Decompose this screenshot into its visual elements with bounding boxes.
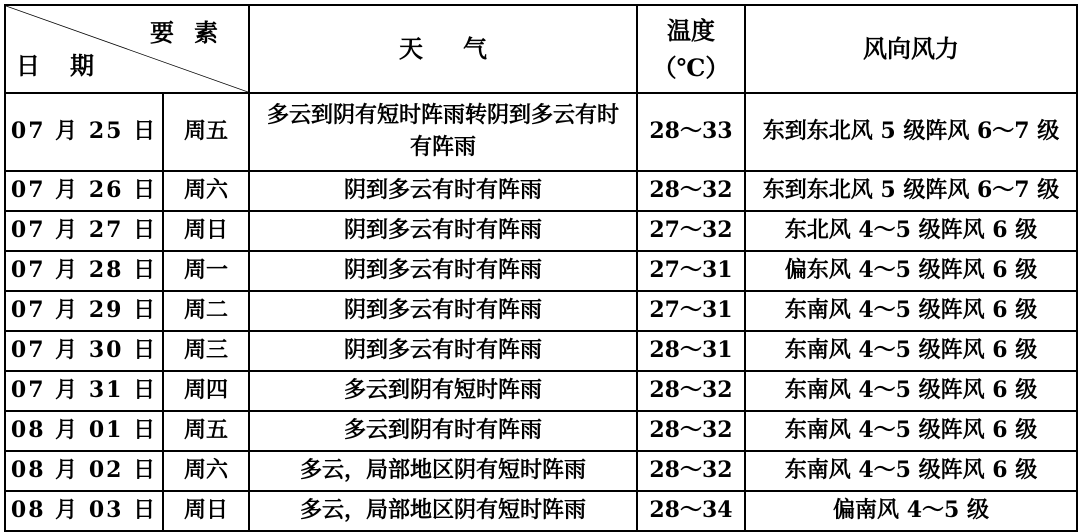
date-label: 日期 bbox=[16, 51, 124, 81]
wind-cell: 偏南风 4～5 级 bbox=[745, 491, 1077, 531]
wind-cell: 东到东北风 5 级阵风 6～7 级 bbox=[745, 93, 1077, 171]
wind-cell: 东到东北风 5 级阵风 6～7 级 bbox=[745, 171, 1077, 211]
table-row bbox=[5, 251, 1077, 291]
weather-cell: 阴到多云有时有阵雨 bbox=[249, 211, 637, 251]
date-cell: 08 月 02 日 bbox=[5, 451, 163, 491]
temperature-cell: 28～32 bbox=[637, 171, 745, 211]
weekday-cell: 周六 bbox=[163, 171, 249, 211]
temperature-cell: 28～33 bbox=[637, 93, 745, 171]
weather-cell: 多云，局部地区阴有短时阵雨 bbox=[249, 491, 637, 531]
table-row bbox=[5, 93, 1077, 171]
temperature-cell: 28～32 bbox=[637, 451, 745, 491]
wind-header: 风向风力 bbox=[745, 5, 1077, 93]
diagonal-header-cell bbox=[5, 5, 249, 93]
temperature-cell: 27～31 bbox=[637, 251, 745, 291]
weather-cell: 阴到多云有时有阵雨 bbox=[249, 291, 637, 331]
temperature-cell: 28～31 bbox=[637, 331, 745, 371]
table-row bbox=[5, 411, 1077, 451]
weekday-cell: 周日 bbox=[163, 211, 249, 251]
weekday-cell: 周四 bbox=[163, 371, 249, 411]
date-cell: 08 月 03 日 bbox=[5, 491, 163, 531]
wind-cell: 东南风 4～5 级阵风 6 级 bbox=[745, 331, 1077, 371]
weekday-cell: 周六 bbox=[163, 451, 249, 491]
date-cell: 07 月 29 日 bbox=[5, 291, 163, 331]
temperature-cell: 27～32 bbox=[637, 211, 745, 251]
weather-cell: 多云，局部地区阴有短时阵雨 bbox=[249, 451, 637, 491]
weather-cell: 多云到阴有短时阵雨 bbox=[249, 371, 637, 411]
table-row bbox=[5, 491, 1077, 531]
forecast-table bbox=[4, 4, 1078, 532]
table-row bbox=[5, 371, 1077, 411]
date-cell: 08 月 01 日 bbox=[5, 411, 163, 451]
table-row bbox=[5, 211, 1077, 251]
date-cell: 07 月 28 日 bbox=[5, 251, 163, 291]
weekday-cell: 周五 bbox=[163, 411, 249, 451]
temperature-cell: 28～34 bbox=[637, 491, 745, 531]
weather-cell: 多云到阴有时有阵雨 bbox=[249, 411, 637, 451]
weather-cell: 阴到多云有时有阵雨 bbox=[249, 251, 637, 291]
weather-cell: 多云到阴有短时阵雨转阴到多云有时有阵雨 bbox=[249, 93, 637, 171]
table-row bbox=[5, 331, 1077, 371]
wind-cell: 东南风 4～5 级阵风 6 级 bbox=[745, 371, 1077, 411]
wind-cell: 偏东风 4～5 级阵风 6 级 bbox=[745, 251, 1077, 291]
wind-cell: 东北风 4～5 级阵风 6 级 bbox=[745, 211, 1077, 251]
date-cell: 07 月 26 日 bbox=[5, 171, 163, 211]
weekday-cell: 周三 bbox=[163, 331, 249, 371]
date-cell: 07 月 31 日 bbox=[5, 371, 163, 411]
weather-cell: 阴到多云有时有阵雨 bbox=[249, 171, 637, 211]
forecast-body bbox=[5, 93, 1077, 531]
weekday-cell: 周一 bbox=[163, 251, 249, 291]
temperature-cell: 27～31 bbox=[637, 291, 745, 331]
table-row bbox=[5, 291, 1077, 331]
wind-cell: 东南风 4～5 级阵风 6 级 bbox=[745, 451, 1077, 491]
header-row bbox=[5, 5, 1077, 93]
weekday-cell: 周五 bbox=[163, 93, 249, 171]
temperature-cell: 28～32 bbox=[637, 411, 745, 451]
element-label: 要素 bbox=[150, 18, 238, 47]
wind-cell: 东南风 4～5 级阵风 6 级 bbox=[745, 291, 1077, 331]
wind-cell: 东南风 4～5 级阵风 6 级 bbox=[745, 411, 1077, 451]
weekday-cell: 周日 bbox=[163, 491, 249, 531]
date-cell: 07 月 25 日 bbox=[5, 93, 163, 171]
temperature-header: 温度 （℃） bbox=[637, 5, 745, 93]
table-row bbox=[5, 451, 1077, 491]
date-cell: 07 月 30 日 bbox=[5, 331, 163, 371]
table-row bbox=[5, 171, 1077, 211]
weather-cell: 阴到多云有时有阵雨 bbox=[249, 331, 637, 371]
temperature-cell: 28～32 bbox=[637, 371, 745, 411]
weather-header: 天气 bbox=[249, 5, 637, 93]
weekday-cell: 周二 bbox=[163, 291, 249, 331]
date-cell: 07 月 27 日 bbox=[5, 211, 163, 251]
